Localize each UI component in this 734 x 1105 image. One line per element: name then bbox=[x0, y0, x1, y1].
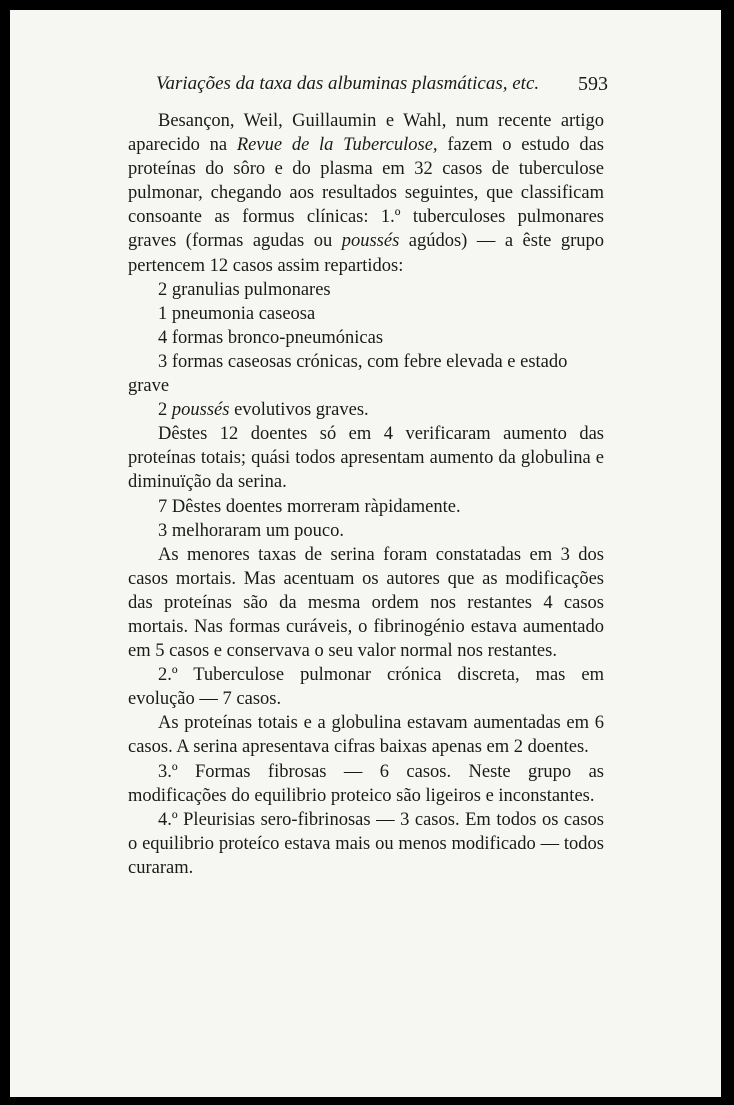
paragraph: 3 melhoraram um pouco. bbox=[158, 520, 344, 541]
list-item: 4 formas bronco-pneumónicas bbox=[158, 327, 384, 348]
list-item bbox=[128, 398, 604, 422]
header-title: Variações da taxa das albuminas plasmáticas, etc. bbox=[156, 73, 540, 94]
list-item: 1 pneumonia caseosa bbox=[158, 303, 316, 324]
paragraph: As menores taxas de serina foram constatadas em 3 dos casos mortais. Mas acentuam os autores que as modificações das proteínas são da mesma ordem nos restantes 4 casos mortais. Nas formas curáveis, o fibrinogénio estava aumentado em 5 casos e conservava o seu valor normal nos restantes. bbox=[128, 544, 604, 662]
paragraph: 7 Dêstes doentes morreram ràpidamente. bbox=[158, 496, 461, 517]
list-item: 3 formas caseosas crónicas, com febre elevada e estado bbox=[158, 351, 568, 372]
paragraph: Dêstes 12 doentes só em 4 verificaram aumento das proteínas totais; quási todos apresentam aumento da globulina e diminuïção da serina. bbox=[128, 424, 604, 493]
page-number: 593 bbox=[578, 73, 608, 95]
list-item-continuation: grave bbox=[128, 376, 170, 397]
paragraph: 2.º Tuberculose pulmonar crónica discreta, mas em evolução — 7 casos. bbox=[128, 665, 604, 710]
italic-term: poussés bbox=[341, 231, 400, 252]
journal-title: Revue de la Tuberculose, bbox=[236, 135, 438, 156]
paragraph: 3.º Formas fibrosas — 6 casos. Neste grupo as modificações do equilibrio proteico são ligeiros e inconstantes. bbox=[128, 761, 604, 806]
paragraph: 4.º Pleurisias sero-fibrinosas — 3 casos. Em todos os casos o equilibrio proteíco estava mais ou menos modificado — todos curaram. bbox=[128, 809, 604, 878]
text-span: Besançon, Weil, Guillaumin e Wahl, num recente artigo aparecido na bbox=[128, 111, 604, 156]
document-page bbox=[10, 10, 721, 1097]
paragraph: As proteínas totais e a globulina estavam aumentadas em 6 casos. A serina apresentava cifras baixas apenas em 2 doentes. bbox=[128, 713, 604, 758]
running-header bbox=[156, 72, 608, 96]
italic-term: poussés bbox=[171, 400, 230, 421]
paragraph-intro bbox=[128, 109, 604, 278]
body-text bbox=[128, 109, 604, 880]
text-span: fazem o estudo das proteínas do sôro e do plasma em 32 casos de tuberculose pulmonar, chegando aos resultados seguintes, que classificam consoante as formus clínicas: 1.º tuberculoses pulmonares graves (formas agudas ou bbox=[128, 135, 604, 252]
list-item: 2 granulias pulmonares bbox=[158, 279, 331, 300]
text-span: agúdos) — a êste grupo pertencem 12 casos assim repartidos: bbox=[128, 231, 604, 276]
text-span: 2 bbox=[158, 400, 172, 421]
text-span: evolutivos graves. bbox=[229, 400, 369, 421]
